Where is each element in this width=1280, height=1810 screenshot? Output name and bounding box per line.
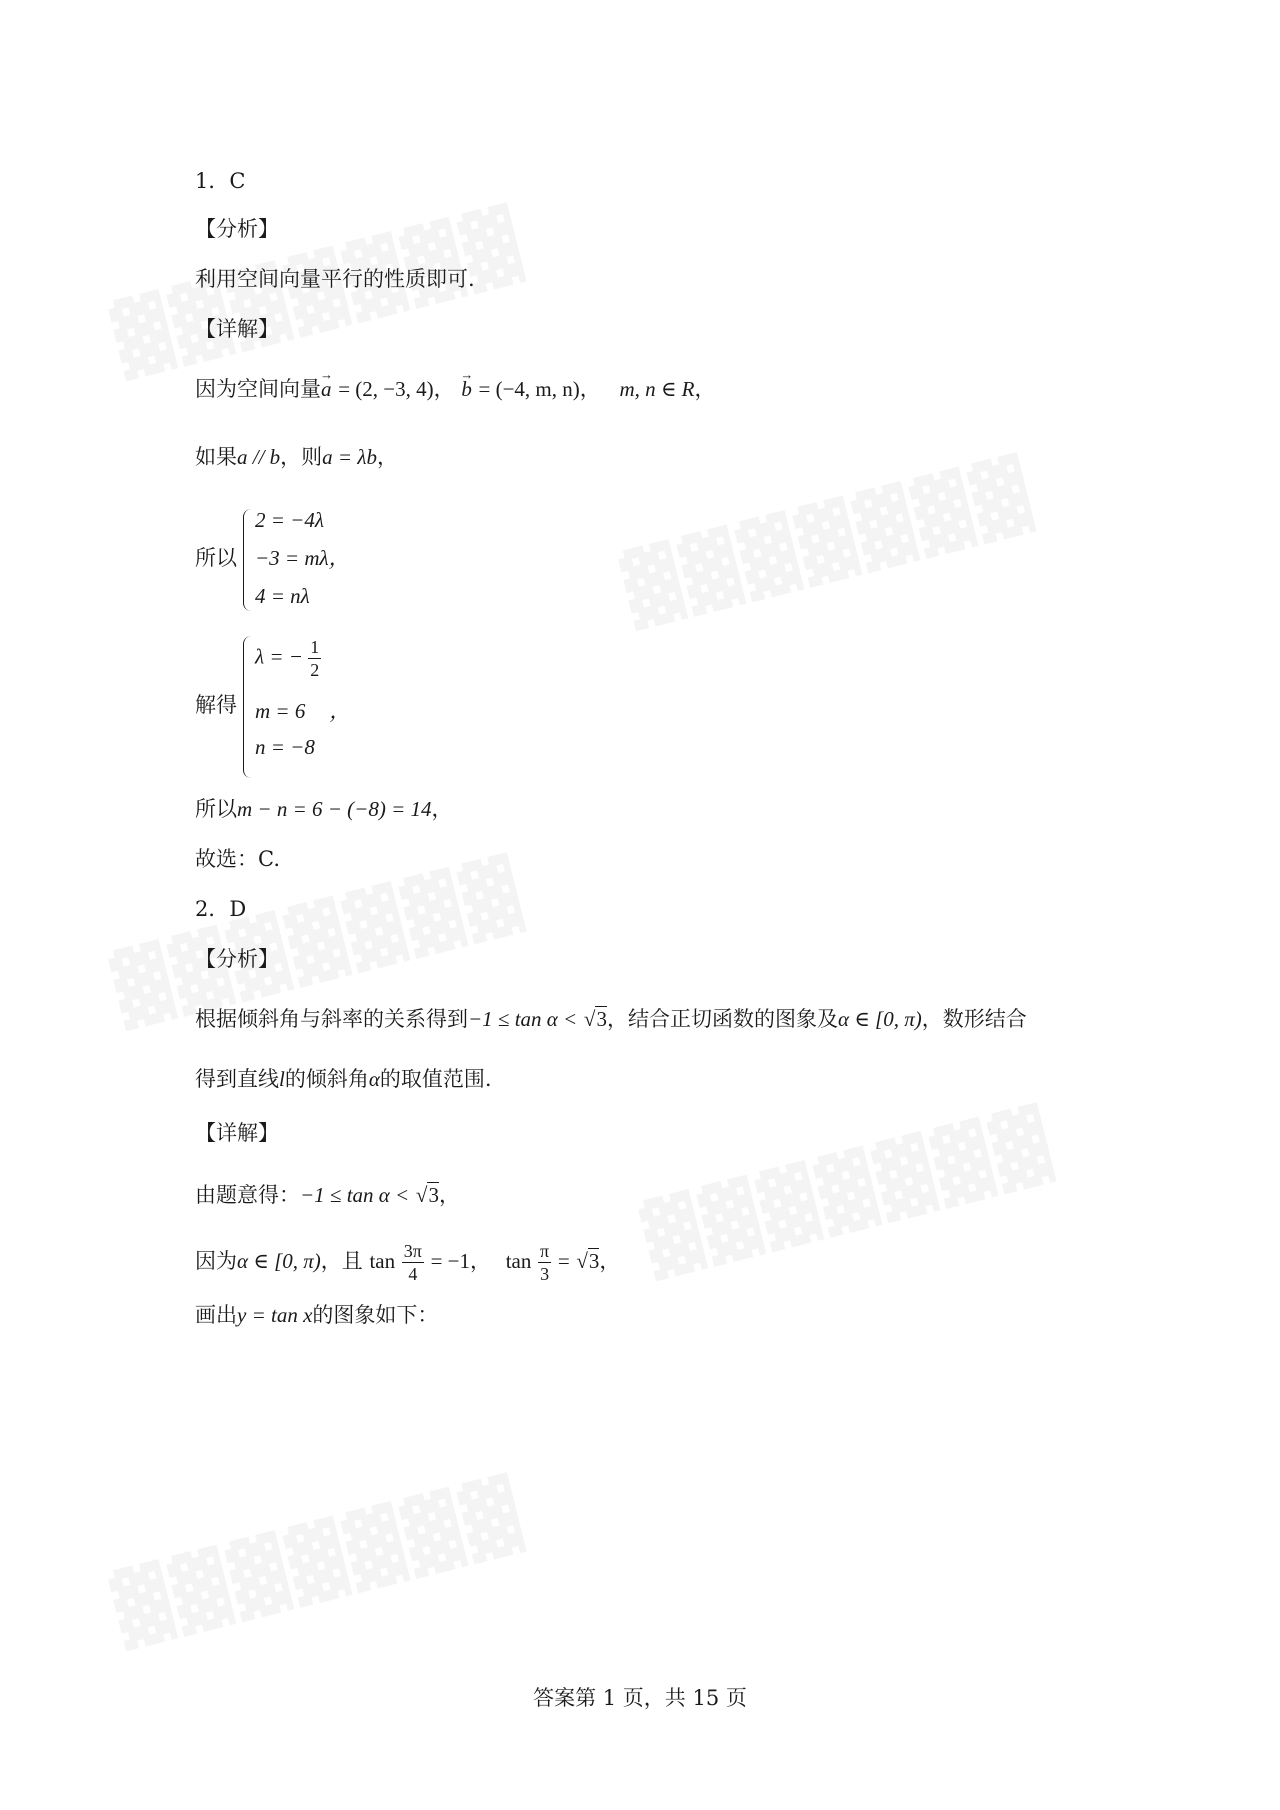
alpha: α (368, 1067, 380, 1091)
text: 因为 (195, 1249, 237, 1273)
text: 的图象如下： (312, 1303, 439, 1327)
equation-row: 4 = nλ (255, 584, 310, 608)
tan-label: tan (505, 1249, 532, 1273)
watermark (106, 1471, 532, 1652)
q2-analysis-line-2 (195, 1064, 492, 1094)
inequality: −1 ≤ tan α < (300, 1183, 410, 1207)
equation-row (255, 636, 321, 681)
equation: = −1 (430, 1249, 471, 1273)
denominator: 3 (540, 1264, 550, 1284)
vector-a: → a (321, 374, 332, 404)
text: 的取值范围. (379, 1067, 492, 1091)
q2-detail-line-3 (195, 1300, 438, 1330)
condition: m, n ∈ R (619, 377, 695, 401)
text: ， (599, 1249, 621, 1273)
text: ， (433, 377, 455, 401)
parallel-expr: a // b (237, 445, 281, 469)
range-expr: α ∈ [0, π) (237, 1249, 321, 1273)
numerator: 3π (403, 1241, 422, 1261)
denominator: 4 (408, 1264, 418, 1284)
q1-heading: 1．C (195, 169, 246, 193)
text: ，结合正切函数的图象及 (606, 1007, 838, 1031)
q2-detail-line-2 (195, 1240, 620, 1285)
page-footer: 答案第 1 页，共 15 页 (533, 1686, 747, 1710)
text: 得到直线 (195, 1067, 279, 1091)
tan-label: tan (369, 1249, 396, 1273)
q1-analysis-label: 【分析】 (195, 217, 279, 241)
text: 的倾斜角 (284, 1067, 369, 1091)
lambda-expr: a = λb (322, 445, 377, 469)
text: 由题意得： (195, 1183, 300, 1207)
text: λ = − (255, 644, 303, 669)
q1-parallel-line (195, 442, 398, 472)
system-equations-2 (195, 632, 495, 782)
radicand: 3 (596, 1007, 607, 1031)
sqrt-expr: √3 (415, 1183, 439, 1207)
text: 根据倾斜角与斜率的关系得到 (195, 1007, 468, 1031)
inequality: −1 ≤ tan α < (468, 1007, 578, 1031)
sqrt-expr: √3 (583, 1007, 607, 1031)
vector-b: → b (461, 374, 472, 404)
q1-detail-label: 【详解】 (195, 317, 279, 341)
q1-analysis-text: 利用空间向量平行的性质即可. (195, 267, 475, 291)
brace-icon (243, 509, 252, 611)
equation-row (255, 696, 350, 726)
text: ， (694, 377, 716, 401)
q1-result-line (195, 794, 453, 824)
numerator: π (540, 1241, 550, 1261)
text: ， (431, 797, 453, 821)
text: ， (438, 1183, 460, 1207)
system-equations-1 (195, 505, 495, 615)
vector-b-value: = (−4, m, n) (478, 377, 580, 401)
text: 所以 (195, 546, 237, 570)
q2-analysis-line-1 (195, 1004, 1027, 1034)
equation-row: n = −8 (255, 735, 315, 759)
fraction (308, 636, 321, 681)
range-expr: α ∈ [0, π) (837, 1007, 922, 1031)
radicand: 3 (428, 1183, 439, 1207)
sqrt-expr: √3 (576, 1249, 600, 1273)
text: 如果 (195, 445, 237, 469)
text: m = 6 (255, 699, 306, 723)
q2-heading: 2．D (195, 897, 247, 921)
text: 因为空间向量 (195, 377, 321, 401)
text: ， (329, 699, 351, 723)
text: 解得 (195, 693, 237, 717)
radicand: 3 (588, 1249, 600, 1273)
text: 画出 (195, 1303, 237, 1327)
text: ， (328, 546, 350, 570)
line-l: l (279, 1067, 285, 1091)
equation-row (255, 543, 350, 573)
text: −3 = mλ (255, 546, 329, 570)
equation: = (557, 1249, 570, 1273)
text: ， (579, 377, 601, 401)
text: ， (376, 445, 398, 469)
equation-row: 2 = −4λ (255, 508, 324, 532)
text: ， (470, 1249, 492, 1273)
function-expr: y = tan x (237, 1303, 313, 1327)
text: ，则 (280, 445, 323, 469)
fraction (538, 1240, 551, 1285)
q1-vectors-line (195, 374, 716, 404)
q2-detail-line-1 (195, 1180, 460, 1210)
text: ，数形结合 (921, 1007, 1027, 1031)
q1-conclusion: 故选：C. (195, 847, 280, 871)
text: ，且 (320, 1249, 363, 1273)
brace-icon (243, 636, 252, 778)
q2-detail-label: 【详解】 (195, 1121, 279, 1145)
denominator: 2 (310, 660, 320, 680)
watermark (636, 1101, 1062, 1282)
numerator: 1 (310, 637, 320, 657)
text: 所以 (195, 797, 237, 821)
q2-analysis-label: 【分析】 (195, 947, 279, 971)
watermark (616, 451, 1042, 632)
fraction (402, 1240, 424, 1285)
result-expr: m − n = 6 − (−8) = 14 (237, 797, 432, 821)
vector-a-value: = (2, −3, 4) (338, 377, 434, 401)
